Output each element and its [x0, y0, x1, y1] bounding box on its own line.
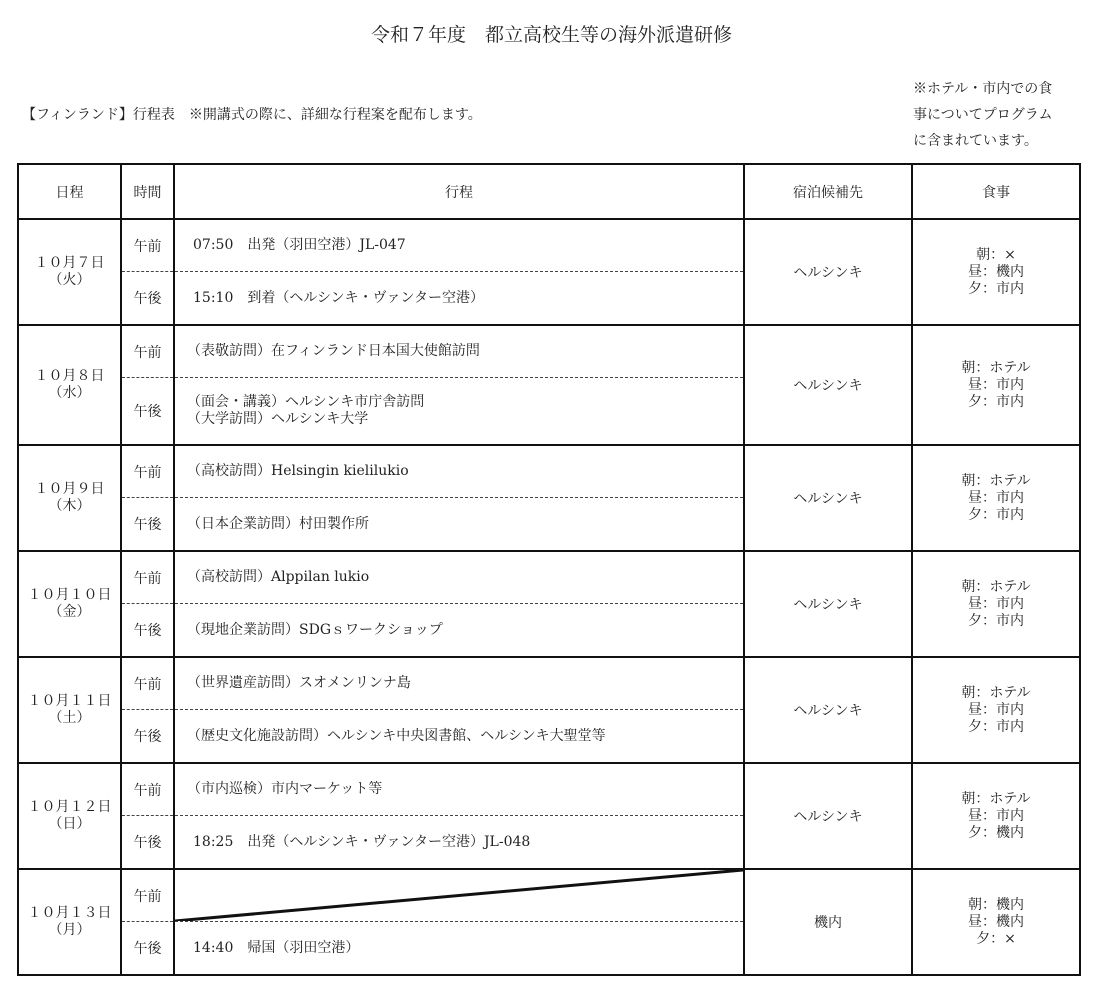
activity-am: [174, 551, 744, 604]
meal-line: 朝：ホテル: [961, 578, 1031, 595]
activity-pm: [174, 710, 744, 764]
activity-line: （歴史文化施設訪問）ヘルシンキ中央図書館、ヘルシンキ大聖堂等: [187, 727, 606, 744]
activity-line: 14:40 帰国（羽田空港）: [193, 939, 360, 956]
day-date-cell: [18, 657, 121, 763]
meals-cell: [912, 445, 1080, 551]
meal-line: 夕：市内: [968, 718, 1024, 735]
meals-cell: [912, 869, 1080, 975]
meal-line: 昼：市内: [968, 807, 1024, 824]
day-date-cell: [18, 869, 121, 975]
meals-cell: [912, 219, 1080, 325]
day-date: １０月１１日: [27, 693, 112, 709]
time-am: 午前: [121, 325, 174, 378]
time-pm: 午後: [121, 498, 174, 552]
day-row-am: [18, 657, 1080, 710]
activity-line: 18:25 出発（ヘルシンキ・ヴァンター空港）JL-048: [193, 833, 531, 850]
meal-line: 朝：機内: [968, 896, 1024, 913]
meal-line: 夕：機内: [968, 824, 1024, 841]
header-time: 時間: [121, 164, 174, 219]
meal-line: 朝：ホテル: [961, 359, 1031, 376]
activity-line: （大学訪問）ヘルシンキ大学: [187, 411, 369, 427]
itinerary-subtitle: 【フィンランド】行程表 ※開講式の際に、詳細な行程案を配布します。: [22, 107, 482, 123]
meal-line: 昼：市内: [968, 376, 1024, 393]
activity-am: [174, 657, 744, 710]
table-header-row: [18, 164, 1080, 219]
time-am: 午前: [121, 551, 174, 604]
empty-cell-diagonal: [175, 870, 743, 921]
activity-am: [174, 325, 744, 378]
meal-line: 夕：市内: [968, 612, 1024, 629]
activity-line: （現地企業訪問）SDGｓワークショップ: [187, 621, 443, 638]
time-pm: 午後: [121, 816, 174, 870]
activity-line: （面会・講義）ヘルシンキ市庁舎訪問: [187, 394, 425, 410]
time-pm: 午後: [121, 710, 174, 764]
lodging-cell: ヘルシンキ: [744, 551, 912, 657]
meal-line: 朝：ホテル: [961, 684, 1031, 701]
day-date-cell: [18, 551, 121, 657]
activity-am-empty: [174, 869, 744, 922]
meal-line: 昼：機内: [968, 263, 1024, 280]
activity-line: （表敬訪問）在フィンランド日本国大使館訪問: [187, 343, 480, 359]
time-am: 午前: [121, 657, 174, 710]
lodging-cell: ヘルシンキ: [744, 657, 912, 763]
day-date: １０月７日: [34, 255, 105, 271]
day-date: １０月１２日: [27, 799, 112, 815]
day-weekday: （月）: [48, 922, 91, 938]
meal-line: 朝：×: [976, 246, 1016, 263]
activity-am: [174, 219, 744, 272]
header-meals: 食事: [912, 164, 1080, 219]
activity-line: 07:50 出発（羽田空港）JL-047: [193, 237, 406, 253]
activity-pm: [174, 498, 744, 552]
page-title: 令和７年度 都立高校生等の海外派遣研修: [370, 24, 732, 46]
meal-line: 朝：ホテル: [961, 790, 1031, 807]
day-weekday: （土）: [48, 710, 91, 726]
day-weekday: （水）: [48, 385, 91, 401]
meals-cell: [912, 325, 1080, 445]
activity-line: （日本企業訪問）村田製作所: [187, 515, 369, 532]
activity-line: 15:10 到着（ヘルシンキ・ヴァンター空港）: [193, 289, 484, 306]
day-weekday: （木）: [48, 498, 91, 514]
meal-note-line: ※ホテル・市内での食: [913, 81, 1053, 97]
meals-cell: [912, 551, 1080, 657]
day-row-am: [18, 869, 1080, 922]
activity-pm: [174, 922, 744, 976]
meals-cell: [912, 763, 1080, 869]
day-weekday: （火）: [48, 272, 91, 288]
header-activity: 行程: [174, 164, 744, 219]
lodging-cell: ヘルシンキ: [744, 445, 912, 551]
meal-line: 昼：市内: [968, 489, 1024, 506]
time-pm: 午後: [121, 604, 174, 658]
time-am: 午前: [121, 869, 174, 922]
activity-pm: [174, 272, 744, 326]
activity-line: （世界遺産訪問）スオメンリンナ島: [187, 675, 411, 691]
activity-pm: [174, 816, 744, 870]
time-pm: 午後: [121, 922, 174, 976]
meal-line: 朝：ホテル: [961, 472, 1031, 489]
activity-am: [174, 445, 744, 498]
meals-cell: [912, 657, 1080, 763]
lodging-cell: ヘルシンキ: [744, 219, 912, 325]
day-row-am: [18, 763, 1080, 816]
lodging-cell: ヘルシンキ: [744, 325, 912, 445]
activity-pm: [174, 604, 744, 658]
activity-line: （市内巡検）市内マーケット等: [187, 781, 383, 797]
day-row-am: [18, 445, 1080, 498]
meal-line: 夕：×: [976, 930, 1016, 947]
lodging-cell: 機内: [744, 869, 912, 975]
diagonal-line: [175, 870, 743, 921]
day-date-cell: [18, 763, 121, 869]
itinerary-body: [18, 219, 1080, 975]
day-date: １０月１０日: [27, 587, 112, 603]
day-weekday: （金）: [48, 604, 91, 620]
time-am: 午前: [121, 219, 174, 272]
day-row-am: [18, 551, 1080, 604]
header-date: 日程: [18, 164, 121, 219]
day-row-am: [18, 325, 1080, 378]
day-date-cell: [18, 219, 121, 325]
itinerary-table: [17, 163, 1081, 976]
time-am: 午前: [121, 763, 174, 816]
meal-line: 昼：市内: [968, 595, 1024, 612]
activity-am: [174, 763, 744, 816]
header-lodging: 宿泊候補先: [744, 164, 912, 219]
meal-note-line: に含まれています。: [913, 133, 1038, 149]
activity-pm: [174, 378, 744, 446]
meal-note: [913, 76, 1093, 154]
meal-note-line: 事についてプログラム: [913, 107, 1053, 123]
meal-line: 夕：市内: [968, 393, 1024, 410]
day-date-cell: [18, 445, 121, 551]
day-weekday: （日）: [48, 816, 91, 832]
meal-line: 昼：機内: [968, 913, 1024, 930]
day-date: １０月９日: [34, 481, 105, 497]
lodging-cell: ヘルシンキ: [744, 763, 912, 869]
day-date: １０月８日: [34, 368, 105, 384]
meal-line: 夕：市内: [968, 506, 1024, 523]
activity-line: （高校訪問）Alppilan lukio: [187, 569, 370, 585]
day-date-cell: [18, 325, 121, 445]
day-row-am: [18, 219, 1080, 272]
time-pm: 午後: [121, 378, 174, 446]
time-pm: 午後: [121, 272, 174, 326]
time-am: 午前: [121, 445, 174, 498]
meal-line: 夕：市内: [968, 280, 1024, 297]
meal-line: 昼：市内: [968, 701, 1024, 718]
day-date: １０月１３日: [27, 905, 112, 921]
activity-line: （高校訪問）Helsingin kielilukio: [187, 463, 409, 479]
